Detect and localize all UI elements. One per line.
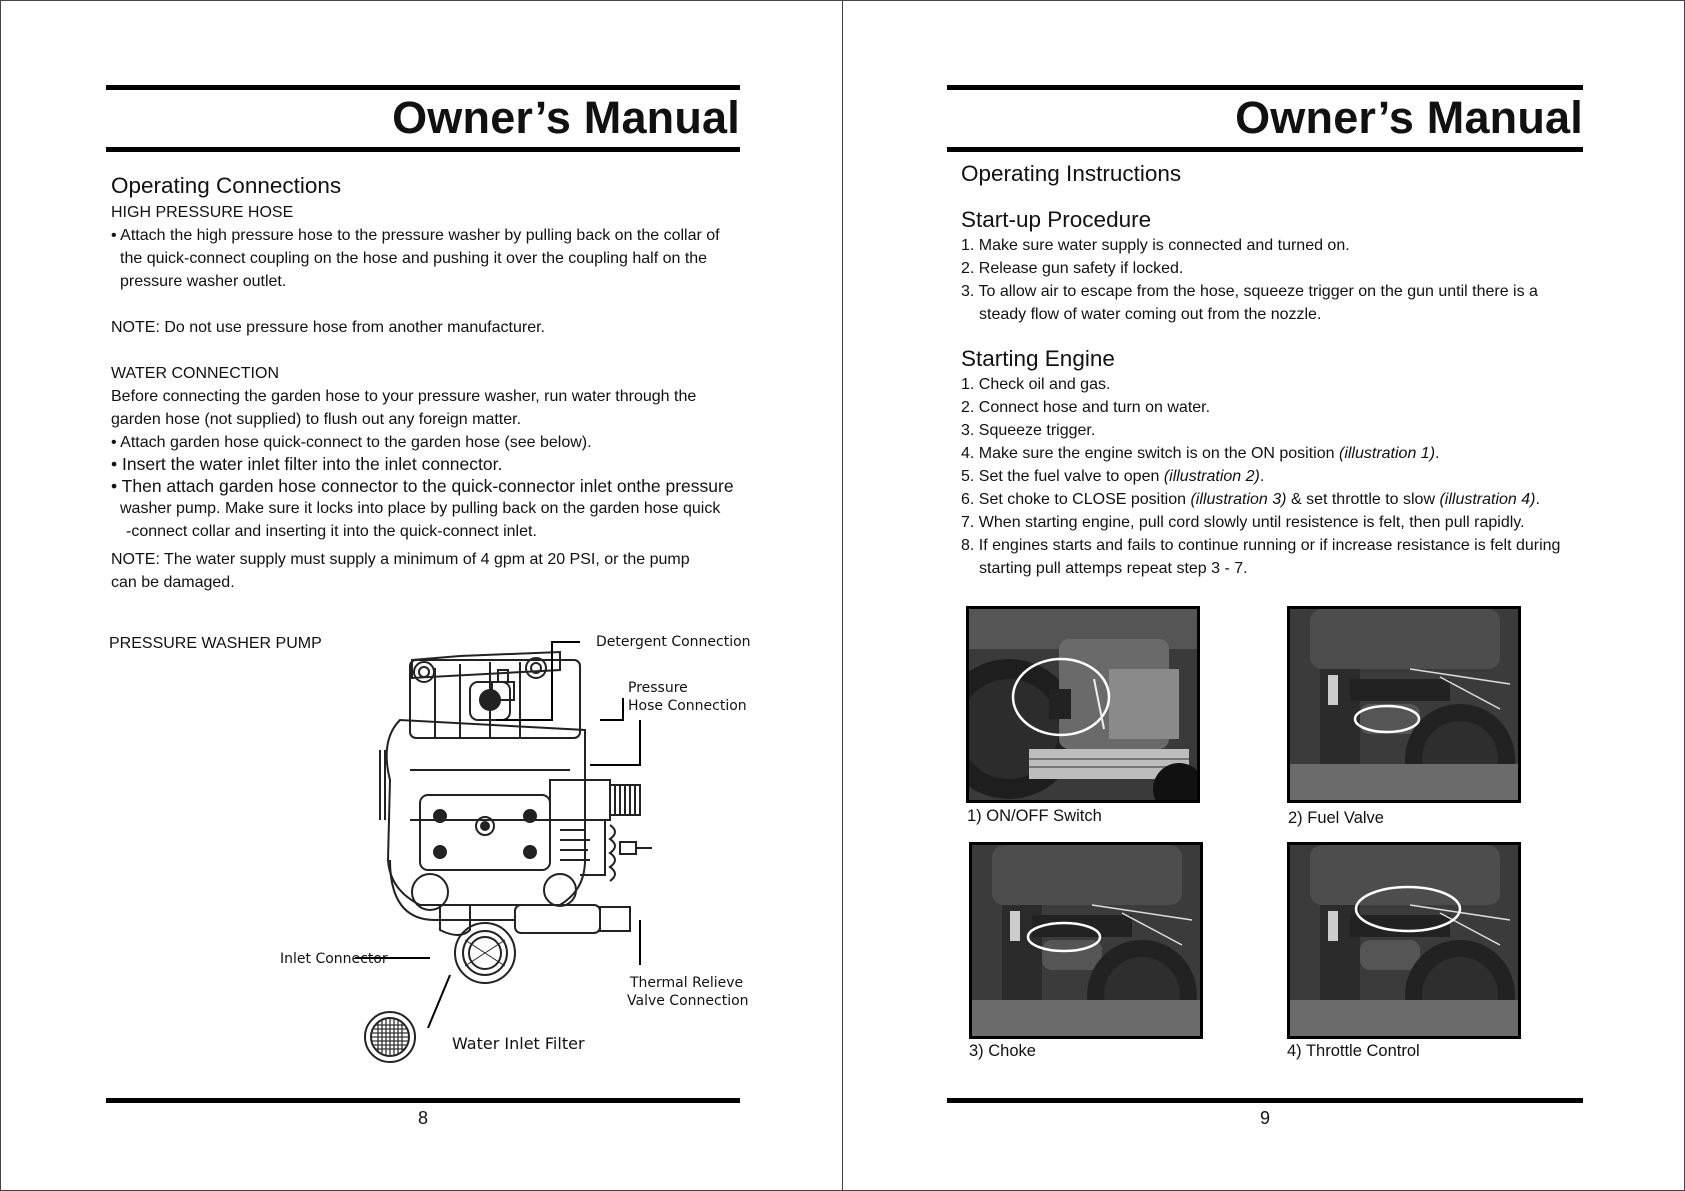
throttle-control-image	[1290, 845, 1518, 1036]
page-number: 9	[1259, 1108, 1270, 1128]
callout-line-filter	[428, 975, 450, 1028]
diagram-label: PRESSURE WASHER PUMP	[109, 635, 322, 652]
water-note: NOTE: The water supply must supply a minimum of 4 gpm at 20 PSI, or the pump	[111, 551, 690, 568]
engine-step: 3. Squeeze trigger.	[961, 422, 1096, 439]
page-number: 8	[417, 1108, 428, 1128]
hose-bullet-line: pressure washer outlet.	[120, 273, 287, 290]
illustration-4-caption: 4) Throttle Control	[1287, 1042, 1420, 1060]
page-title: Owner’s Manual	[392, 92, 740, 143]
illustration-3-caption: 3) Choke	[969, 1042, 1036, 1060]
engine-switch-image	[969, 609, 1197, 800]
section-heading: Operating Connections	[111, 173, 342, 198]
page-8	[0, 0, 842, 1191]
hose-bullet-line: the quick-connect coupling on the hose and pushing it over the coupling half on the	[120, 250, 708, 267]
fuel-valve-image	[1290, 609, 1518, 800]
header-rule-bottom	[947, 147, 1583, 152]
startup-step: 1. Make sure water supply is connected and turned on.	[961, 237, 1350, 254]
callout-thermal-line1: Thermal Relieve	[630, 975, 744, 991]
engine-heading: Starting Engine	[961, 346, 1115, 371]
hose-bullet-line: • Attach the high pressure hose to the pressure washer by pulling back on the collar of	[111, 227, 720, 244]
callout-inlet-connector: Inlet Connector	[280, 951, 388, 967]
callout-detergent-connection: Detergent Connection	[596, 634, 751, 650]
callout-pressure-line2: Hose Connection	[628, 698, 747, 714]
engine-step: 8. If engines starts and fails to continue running or if increase resistance is felt during	[961, 537, 1561, 554]
callout-line-pressure	[600, 698, 623, 720]
engine-step: 7. When starting engine, pull cord slowly until resistence is felt, then pull rapidly.	[961, 514, 1525, 531]
water-intro-line: garden hose (not supplied) to flush out any foreign matter.	[111, 411, 522, 428]
startup-step: 3. To allow air to escape from the hose, squeeze trigger on the gun until there is a	[961, 283, 1538, 300]
engine-step: starting pull attemps repeat step 3 - 7.	[979, 560, 1248, 577]
hose-note: NOTE: Do not use pressure hose from another manufacturer.	[111, 319, 545, 336]
water-bullet: • Insert the water inlet filter into the inlet connector.	[111, 454, 503, 474]
footer-rule	[947, 1098, 1583, 1103]
engine-step: 4. Make sure the engine switch is on the ON position (illustration 1).	[961, 445, 1440, 462]
startup-step: 2. Release gun safety if locked.	[961, 260, 1184, 277]
subheading-high-pressure-hose: HIGH PRESSURE HOSE	[111, 204, 294, 221]
engine-step: 1. Check oil and gas.	[961, 376, 1111, 393]
engine-step: 2. Connect hose and turn on water.	[961, 399, 1211, 416]
callout-water-inlet-filter: Water Inlet Filter	[452, 1034, 585, 1053]
water-note: can be damaged.	[111, 574, 235, 591]
water-inlet-filter-shape	[365, 1012, 415, 1062]
header-rule-bottom	[106, 147, 740, 152]
illustration-1-caption: 1) ON/OFF Switch	[967, 807, 1102, 825]
water-bullet: -connect collar and inserting it into the quick-connect inlet.	[126, 523, 537, 540]
footer-rule	[106, 1098, 740, 1103]
illustration-3-photo	[969, 842, 1203, 1039]
page-9	[843, 0, 1685, 1191]
startup-heading: Start-up Procedure	[961, 207, 1152, 232]
illustration-1-photo	[966, 606, 1200, 803]
header-rule-top	[947, 85, 1583, 90]
water-bullet: • Attach garden hose quick-connect to the garden hose (see below).	[111, 434, 592, 451]
callout-thermal-line2: Valve Connection	[627, 993, 749, 1009]
water-bullet: washer pump. Make sure it locks into place by pulling back on the garden hose quick	[120, 500, 721, 517]
engine-step: 6. Set choke to CLOSE position (illustration 3) & set throttle to slow (illustration 4).	[961, 491, 1540, 508]
startup-step: steady flow of water coming out from the nozzle.	[979, 306, 1322, 323]
engine-step: 5. Set the fuel valve to open (illustration 2).	[961, 468, 1265, 485]
illustration-2-photo	[1287, 606, 1521, 803]
choke-image	[972, 845, 1200, 1036]
water-intro-line: Before connecting the garden hose to your pressure washer, run water through the	[111, 388, 697, 405]
header-rule-top	[106, 85, 740, 90]
illustration-4-photo	[1287, 842, 1521, 1039]
page-title: Owner’s Manual	[1235, 92, 1583, 143]
illustration-2-caption: 2) Fuel Valve	[1288, 809, 1384, 827]
callout-pressure-line1: Pressure	[628, 680, 688, 696]
section-heading: Operating Instructions	[961, 161, 1182, 186]
water-bullet: • Then attach garden hose connector to the quick-connector inlet onthe pressure	[111, 476, 734, 496]
subheading-water-connection: WATER CONNECTION	[111, 365, 279, 382]
